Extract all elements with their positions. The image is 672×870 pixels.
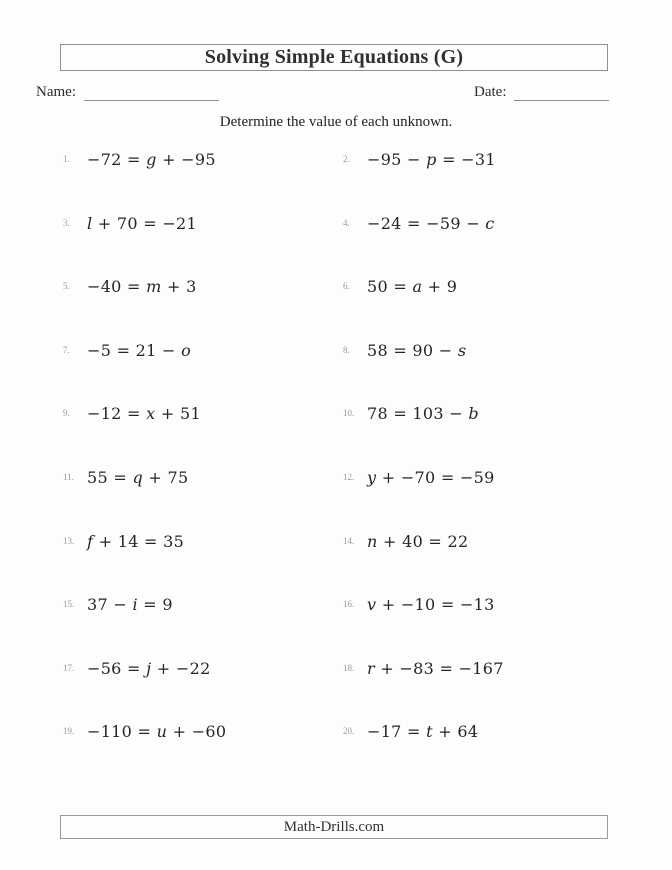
variable: o: [181, 340, 192, 360]
variable: g: [146, 150, 157, 169]
problem-number: 16.: [343, 599, 355, 610]
footer-box: [60, 815, 608, 839]
variable: c: [485, 213, 495, 233]
equation: 55 = q + 75: [87, 467, 189, 487]
variable: y: [367, 467, 377, 487]
variable: l: [87, 213, 93, 233]
variable: r: [367, 658, 375, 678]
problem-6: [340, 277, 620, 341]
problem-4: [340, 214, 620, 278]
problem-8: [340, 341, 620, 405]
variable: x: [146, 404, 156, 424]
variable: t: [426, 722, 433, 742]
problem-number: 12.: [343, 471, 355, 482]
date-blank-line: [514, 83, 609, 101]
equation: n + 40 = 22: [367, 531, 469, 551]
problem-number: 18.: [343, 662, 355, 673]
problem-2: [340, 150, 620, 214]
problem-15: [60, 595, 340, 659]
problem-number: 5.: [63, 281, 70, 292]
equation: −24 = −59 − c: [367, 213, 495, 233]
problem-16: [340, 595, 620, 659]
problem-13: [60, 532, 340, 596]
equation: −5 = 21 − o: [87, 340, 192, 360]
problem-number: 3.: [63, 217, 70, 228]
variable: b: [468, 404, 479, 424]
variable: u: [156, 722, 168, 742]
problem-number: 1.: [63, 154, 70, 164]
problem-10: [340, 404, 620, 468]
problem-number: 13.: [63, 535, 75, 546]
date-label: Date:: [474, 84, 507, 100]
problem-number: 7.: [63, 344, 70, 355]
equation: 58 = 90 − s: [367, 340, 467, 360]
problem-11: [60, 468, 340, 532]
equation: −12 = x + 51: [87, 404, 201, 424]
equation: f + 14 = 35: [87, 531, 185, 551]
name-blank-line: [84, 83, 219, 101]
name-block: [36, 83, 219, 101]
problem-number: 15.: [63, 599, 75, 610]
problem-number: 9.: [63, 408, 70, 419]
equation: l + 70 = −21: [87, 213, 198, 233]
variable: j: [146, 658, 152, 678]
problem-20: [340, 722, 620, 786]
variable: a: [412, 277, 423, 297]
name-date-row: [36, 83, 612, 103]
problem-number: 11.: [63, 471, 74, 482]
variable: v: [367, 595, 377, 615]
title-box: [60, 44, 608, 71]
footer-brand: Math-Drills.com: [283, 818, 385, 835]
problem-number: 19.: [63, 726, 75, 737]
variable: q: [132, 467, 143, 487]
problem-number: 10.: [343, 408, 355, 419]
equation: r + −83 = −167: [367, 658, 504, 678]
problem-number: 14.: [343, 535, 355, 546]
problem-7: [60, 341, 340, 405]
equation: −95 − p = −31: [367, 150, 496, 169]
variable: n: [367, 531, 378, 551]
problem-17: [60, 659, 340, 723]
variable: i: [132, 595, 138, 615]
equation: 78 = 103 − b: [367, 404, 479, 424]
problem-19: [60, 722, 340, 786]
problem-number: 4.: [343, 217, 350, 228]
equation: −56 = j + −22: [87, 658, 211, 678]
page-title: Solving Simple Equations (G): [204, 46, 464, 68]
variable: m: [146, 277, 162, 297]
name-label: Name:: [36, 84, 76, 100]
problem-number: 2.: [343, 154, 350, 164]
equation: 37 − i = 9: [87, 595, 173, 615]
date-block: [474, 83, 609, 101]
problem-number: 17.: [63, 662, 75, 673]
problem-number: 20.: [343, 726, 355, 737]
equation: −40 = m + 3: [87, 277, 197, 297]
problem-5: [60, 277, 340, 341]
problem-number: 8.: [343, 344, 350, 355]
problems-grid: [60, 150, 620, 786]
equation: −72 = g + −95: [87, 150, 216, 169]
problem-1: [60, 150, 340, 214]
problem-number: 6.: [343, 281, 350, 292]
equation: −110 = u + −60: [87, 722, 227, 742]
variable: p: [426, 150, 437, 169]
problem-12: [340, 468, 620, 532]
equation: y + −70 = −59: [367, 467, 495, 487]
equation: v + −10 = −13: [367, 595, 495, 615]
problem-3: [60, 214, 340, 278]
problem-18: [340, 659, 620, 723]
equation: 50 = a + 9: [367, 277, 458, 297]
instruction-text: Determine the value of each unknown.: [219, 114, 453, 130]
variable: f: [87, 531, 94, 551]
variable: s: [457, 340, 467, 360]
equation: −17 = t + 64: [367, 722, 479, 742]
problem-14: [340, 532, 620, 596]
problem-9: [60, 404, 340, 468]
